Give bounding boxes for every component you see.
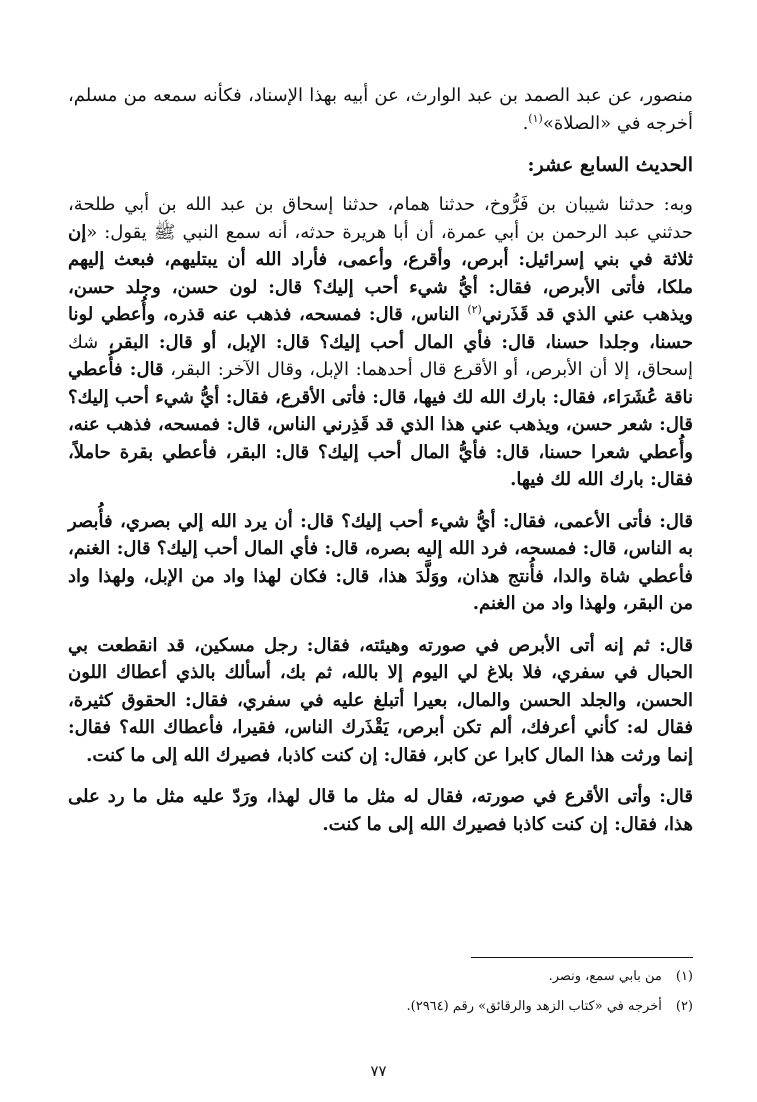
hadith-heading: الحديث السابع عشر: <box>527 154 693 176</box>
footnote-number: (١) <box>675 969 693 984</box>
paragraph-intro <box>68 82 693 137</box>
intro-end: . <box>522 112 529 134</box>
matn-text-2: الناس، قال: فمسحه، فذهب عنه قذره، وأُعطي لونا حسنا، وجلدا حسنا، قال: فأي المال أحب إليك؟ قال: الإبل، أو قال: البقر، <box>68 304 693 353</box>
isnad-text: وبه: حدثنا شيبان بن فَرُّوخ، حدثنا همام، حدثنا إسحاق بن عبد الله بن أبي طلحة، حدثني عبد الرحمن بن أبي عمرة، أن أبا هريرة حدثه، أنه سمع النبي ﷺ يقول: « <box>68 194 693 243</box>
paragraph-blind-man: قال: فأتى الأعمى، فقال: أيُّ شيء أحب إليك؟ قال: أن يرد الله إلي بصري، فأُبصر به الناس، قال: فمسحه، فرد الله إليه بصره، قال: فأي المال أحب إليك؟ قال: الغنم، فأعطي شاة والدا، فأُنتج هذان، ووَلَّدَ هذا، قال: فكان لهذا واد من الإبل، ولهذا واد من البقر، ولهذا واد من الغنم. <box>68 510 693 614</box>
paragraph-bald-return: قال: وأتى الأقرع في صورته، فقال له مثل ما قال لهذا، ورَدّ عليه مثل ما رد على هذا، فقال: إن كنت كاذبا فصيرك الله إلى ما كنت. <box>68 786 693 835</box>
spacer <box>68 494 693 508</box>
spacer <box>68 618 693 632</box>
matn-text-1: إن ثلاثة في بني إسرائيل: أبرص، وأقرع، وأعمى، فأراد الله أن يبتليهم، فبعث إليهم ملكا، فأتى الأبرص، فقال: أيُّ شيء أحب إليك؟ قال: لون حسن، وجلد حسن، ويذهب عني الذي قد قَذَرني <box>68 221 693 325</box>
footnote-item <box>73 992 693 1022</box>
footnote-number: (٢) <box>675 999 693 1014</box>
footnote-divider <box>471 957 693 958</box>
page-body <box>68 82 693 838</box>
paragraph-hadith <box>68 191 693 494</box>
page-number: ٧٧ <box>370 1062 387 1080</box>
footnote-item <box>73 962 693 992</box>
footnote-text: أخرجه في «كتاب الزهد والرقائق» رقم (٢٩٦٤). <box>406 999 662 1014</box>
intro-text: منصور، عن عبد الصمد بن عبد الوارث، عن أبيه بهذا الإسناد، فكأنه سمعه من مسلم، أخرجه في «الصلاة» <box>68 85 693 134</box>
footnote-ref-1: (١) <box>528 111 543 125</box>
narrator-doubt-text: شك إسحاق، إلا أن الأبرص، أو الأقرع قال أحدهما: الإبل، وقال الآخر: البقر، <box>68 331 693 380</box>
footnote-text: من بابي سمع، ونصر. <box>548 969 662 984</box>
footnotes <box>73 962 693 1022</box>
footnote-ref-2: (٢) <box>467 303 482 316</box>
matn-text-3: قال: فأُعطي ناقة عُشَرَاء، فقال: بارك الله لك فيها، قال: فأتى الأقرع، فقال: أيُّ شيء أحب إليك؟ قال: شعر حسن، ويذهب عني هذا الذي قد قَذِرني الناس، قال: فمسحه، فذهب عنه، وأُعطي شعرا حسنا، قال: فأيُّ المال أحب إليك؟ قال: البقر، فأعطي بقرة حاملاً، فقال: بارك الله لك فيها. <box>68 359 693 490</box>
paragraph-leper-return: قال: ثم إنه أتى الأبرص في صورته وهيئته، فقال: رجل مسكين، قد انقطعت بي الحبال في سفري، فلا بلاغ لي اليوم إلا بالله، ثم بك، أسألك بالذي أعطاك اللون الحسن، والجلد الحسن والمال، بعيرا أتبلغ عليه في سفري، فقال: الحقوق كثيرة، فقال له: كأني أعرفك، ألم تكن أبرص، يَقْذَرك الناس، فقيرا، فأعطاك الله؟ فقال: إنما ورثت هذا المال كابرا عن كابر، فقال: إن كنت كاذبا، فصيرك الله إلى ما كنت. <box>68 634 693 766</box>
spacer <box>68 769 693 783</box>
